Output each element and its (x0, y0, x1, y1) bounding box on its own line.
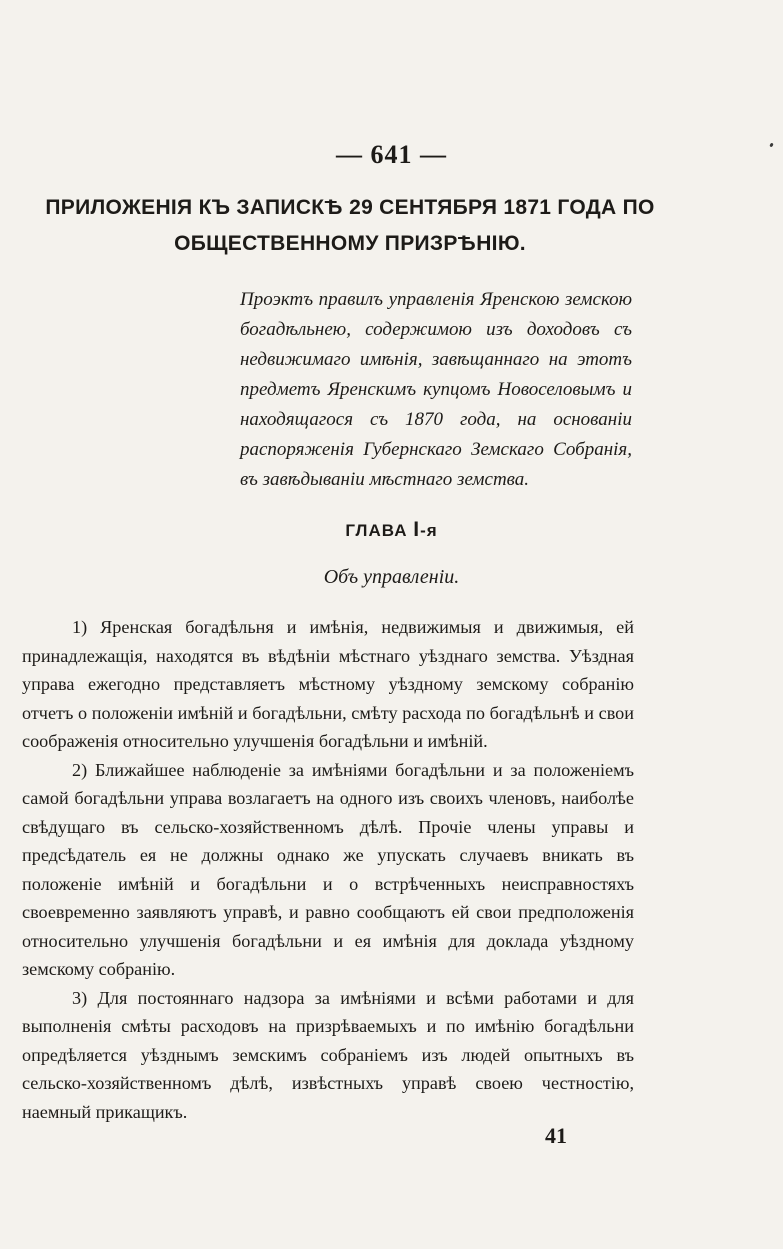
sheet-number: 41 (545, 1123, 567, 1148)
chapter-heading (0, 518, 783, 542)
chapter-suffix: -я (420, 521, 438, 540)
section-subtitle: Объ управленіи. (323, 566, 460, 588)
paragraph: 3) Для постояннаго надзора за имѣніями и всѣми работами и для выполненія смѣты расходовъ на призрѣваемыхъ и по имѣнію богадѣльни опредѣляется уѣзднымъ земскимъ собраніемъ изъ людей опытныхъ въ сельско-хозяйственномъ дѣлѣ, извѣстныхъ управѣ своею честностію, наемный прикащикъ. (22, 987, 634, 1122)
chapter-number: I (413, 518, 421, 541)
chapter-label: ГЛАВА (345, 521, 408, 540)
project-description: Проэктъ правилъ управленія Яренскою земскою богадѣльнею, содержимою изъ доходовъ съ недвижимаго имѣнія, завѣщаннаго на этотъ предметъ Яренскимъ купцомъ Новоселовымъ и находящагося съ 1870 года, на основаніи распоряженія Губернскаго Земскаго Собранія, въ завѣдываніи мѣстнаго земства. (240, 289, 632, 490)
page-number: — 641 — (336, 140, 447, 169)
body-text (22, 613, 634, 1126)
paragraph: 2) Ближайшее наблюденіе за имѣніями богадѣльни и за положеніемъ самой богадѣльни управа возлагаетъ на одного изъ своихъ членовъ, наиболѣе свѣдущаго въ сельско-хозяйственномъ дѣлѣ. Прочіе члены управы и предсѣдатель ея не должны однако же упускать случаевъ вникать въ положеніе имѣній и богадѣльни и о встрѣченныхъ неисправностяхъ своевременно заявляютъ управѣ, и равно сообщаютъ ей свои предположенія относительно улучшенія богадѣльни и ея имѣнія для доклада уѣздному земскому собранію. (22, 759, 634, 979)
paragraph: 1) Яренская богадѣльня и имѣнія, недвижимыя и движимыя, ей принадлежащія, находятся въ вѣдѣніи мѣстнаго уѣзднаго земства. Уѣздная управа ежегодно представляетъ мѣстному уѣздному земскому собранію отчетъ о положеніи имѣній и богадѣльни, смѣту расхода по богадѣльнѣ и свои соображенія относительно улучшенія богадѣльни и имѣній. (22, 617, 634, 751)
document-title: ПРИЛОЖЕНІЯ КЪ ЗАПИСКѢ 29 СЕНТЯБРЯ 1871 ГОДА ПО ОБЩЕСТВЕННОМУ ПРИЗРѢНІЮ. (45, 196, 655, 255)
